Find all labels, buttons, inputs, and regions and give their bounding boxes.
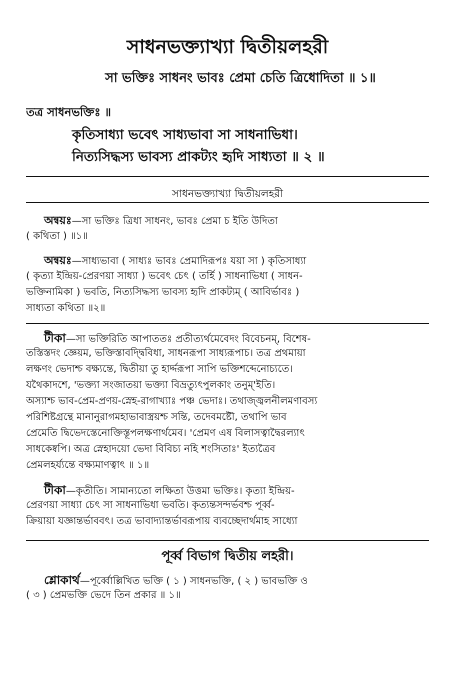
verse-two-line-2: নিত্যসিদ্ধস্য ভাবস্য প্রাকট্যং হৃদি সাধ্যতা ॥ ২ ॥: [72, 149, 325, 165]
verse-two-line-1: কৃতিসাধ্যা ভবেৎ সাধ্যভাবা সা সাধনাভিধা।: [72, 127, 298, 143]
page-title: সাধনভক্ত্যাখ্যা দ্বিতীয়লহরী: [126, 36, 329, 58]
context-line: তত্র সাধনভক্তিঃ ॥: [26, 105, 111, 119]
tika-text: প্রেরণয়া সাধ্যা চেৎ সা সাধনাভিধা ভবতি। কৃত্যন্তসন্দর্ভবশ্চ পূর্ব্ব-: [26, 500, 275, 511]
tika-text: ক্রিয়ায়া যজ্ঞান্তর্ভাববৎ। তত্র ভাবাদ্যান্তর্ভাবরূপায় ব্যবচ্ছেদার্থমাহ সাধ্যো: [26, 516, 298, 527]
verse-one: সা ভক্তিঃ সাধনং ভাবঃ প্রেমা চেতি ত্রিধোদিতা ॥ ১॥: [105, 71, 376, 86]
anvaya-text: ( কৃত্যা ইন্দ্রিয়-প্রেরণয়া সাধ্যা ) ভবেৎ চেৎ ( তর্হি ) সাধনাভিধা ( সাধন-: [26, 271, 303, 282]
shlokartha-text: —পূর্ব্বোল্লিখিত ভক্তি ( ১ ) সাধনভক্তি, ( ২ ) ভাবভক্তি ও: [79, 576, 308, 587]
anvaya-label: অন্বয়ঃ: [44, 254, 72, 267]
tika-block-2: [26, 482, 429, 530]
tika-label: টীকা: [44, 331, 66, 345]
tika-text: পরিশিষ্টগ্রন্থে মানানুরাগমহাভাবাস্ত্রয়শ্চ সন্তি, তদেবমষ্টৌ, তথাপি ভাব: [26, 412, 287, 423]
anvaya-block-2: [26, 253, 429, 317]
tika-text: সাধকেষ্বপি। অত্র স্নেহাদয়ো ভেদা বিবিচ্য নহি শংসিতাঃ' ইত্যত্রৈব: [26, 444, 276, 455]
divider-rule: [26, 176, 429, 177]
anvaya-label: অন্বয়ঃ: [44, 214, 72, 227]
anvaya-text: ভক্তিনামিকা ) ভবতি, নিত্যসিদ্ধস্য ভাবস্য হৃদি প্রাকট্যম্ ( আবির্ভাবঃ ): [26, 287, 300, 298]
tika-block-1: [26, 330, 429, 474]
divider-rule-thin: [26, 202, 429, 203]
tika-label: টীকা: [44, 483, 66, 497]
anvaya-text: ( কথিতা ) ॥১॥: [26, 231, 88, 242]
tika-text: লক্ষণং ভেদাশ্চ বক্ষ্যন্তে, দ্বিতীয়া তু হার্দ্দরূপা সাপি ভক্তিশব্দেনোচ্যতে।: [26, 364, 293, 375]
tika-text: যথৈকাদশে, 'ভক্ত্যা সংজাতয়া ভক্ত্যা বিভ্রত্যুৎপুলকাং তনুম্'ইতি।: [26, 380, 276, 391]
tika-text: —সা ভক্তিরিতি আপাততঃ প্রতীত্যর্থমেবেদং বিবেচনম্, বিশেষ-: [65, 334, 311, 345]
anvaya-block-1: [26, 213, 429, 245]
tika-text: তস্তিস্তদং জ্ঞেয়ম, ভক্তিস্তাবদ্দ্বিবিধা, সাধনরূপা সাধ্যরূপাচ। তত্র প্রথমায়া: [26, 348, 306, 359]
tika-text: অস্যাশ্চ ভাব-প্রেম-প্রণয়-স্নেহ-রাগাখ্যাঃ পঞ্চ ভেদাঃ। তথাজ্জ্বলনীলমণাবস্য: [26, 396, 318, 407]
tika-text: প্রেমেতি দ্বিভেদস্তেনোক্তিস্তূপলক্ষণার্থমেব। 'প্রেমণ এষ বিলাসত্বাদ্বৈরল্যাৎ: [26, 428, 305, 439]
tika-text: প্রেমলহর্য্যন্তে বক্ষ্যমাণত্বাৎ ॥ ১॥: [26, 460, 150, 471]
anvaya-text: সাধ্যতা কথিতা ॥২॥: [26, 303, 106, 314]
shlokartha-block: [26, 572, 429, 604]
shlokartha-label: শ্লোকার্থ: [44, 573, 80, 587]
section-heading: পূর্ব্ব বিভাগ দ্বিতীয় লহরী।: [161, 549, 294, 564]
tika-text: —কৃতীতি। সামান্যতো লক্ষিতা উত্তমা ভক্তিঃ। কৃত্যা ইন্দ্রিয়-: [65, 486, 295, 497]
shlokartha-text: ( ৩ ) প্রেমভক্তি ভেদে তিন প্রকার ॥ ১॥: [26, 590, 181, 601]
running-header: সাধনভক্ত্যাখ্যা দ্বিতীয়লহরী: [172, 188, 283, 200]
divider-rule: [26, 540, 429, 541]
anvaya-text: —সা ভক্তিঃ ত্রিধা সাধনং, ভাবঃ প্রেমা চ ইতি উদিতা: [71, 216, 278, 227]
anvaya-text: —সাধ্যভাবা ( সাধ্যঃ ভাবঃ প্রেমাদিরূপঃ যয়া সা ) কৃতিসাধ্যা: [71, 256, 307, 267]
divider-rule: [26, 323, 429, 324]
